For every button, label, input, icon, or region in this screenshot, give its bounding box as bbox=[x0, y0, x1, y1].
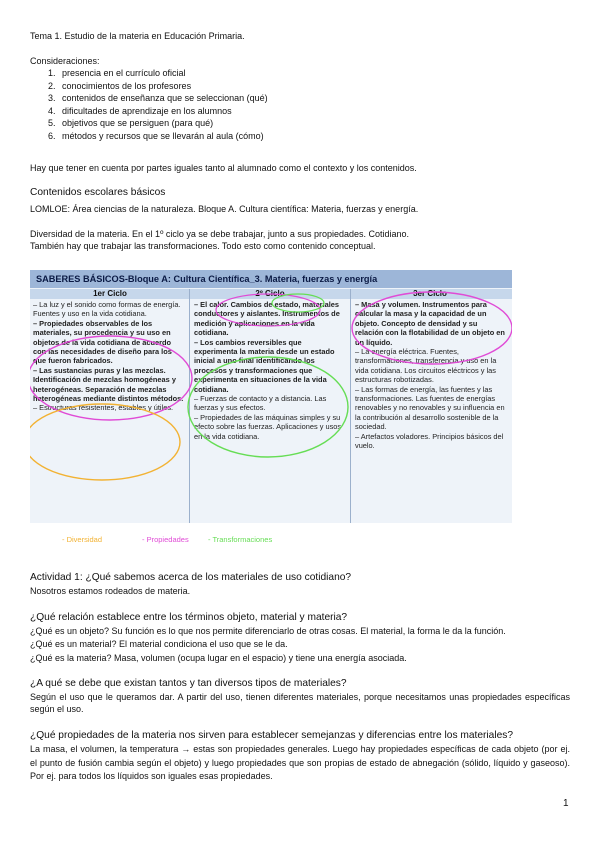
list-item: 1. presencia en el currículo oficial bbox=[58, 67, 268, 80]
propiedades-ellipse bbox=[30, 336, 192, 420]
answer-line: ¿Qué es un material? El material condiciona el uso que se le da. bbox=[30, 639, 288, 649]
legend-propiedades bbox=[142, 535, 189, 544]
transformations-line: También hay que trabajar las transformaciones. Todo esto como contenido conceptual. bbox=[30, 241, 376, 251]
legend-diversidad bbox=[62, 535, 102, 544]
page-title: Tema 1. Estudio de la materia en Educación Primaria. bbox=[30, 31, 245, 41]
question-1: ¿Qué relación establece entre los términos objeto, material y materia? bbox=[30, 612, 348, 623]
cell-text: – Fuerzas de contacto y a distancia. Las fuerzas y sus efectos. bbox=[194, 394, 327, 413]
lomloe-line: LOMLOE: Área ciencias de la naturaleza. Bloque A. Cultura científica: Materia, fuerzas y energía. bbox=[30, 204, 419, 214]
activity-subtitle: Nosotros estamos rodeados de materia. bbox=[30, 586, 191, 596]
cell-text: – La energía eléctrica. Fuentes, transformaciones, transferencia y uso en la vida cotidiana. Los circuitos eléctricos y las estructuras robotizadas. bbox=[355, 347, 497, 385]
contents-heading: Contenidos escolares básicos bbox=[30, 187, 166, 198]
cell-text: – Propiedades observables de los materiales, su procedencia y su uso en objetos de la vida cotidiana de acuerdo con las necesidades de diseño para los que fueron fabricados. bbox=[33, 318, 172, 366]
page-number: 1 bbox=[563, 798, 569, 809]
col-3-header: 3er Ciclo bbox=[413, 289, 447, 298]
cell-text: – Propiedades de las máquinas simples y su efecto sobre las fuerzas. Aplicaciones y usos en la vida cotidiana. bbox=[194, 412, 342, 441]
propiedades-ellipse bbox=[352, 292, 512, 364]
answer-line: ¿Qué es un objeto? Su función es lo que nos permite diferenciarlo de otras cosas. El material, la forma le da la función. bbox=[30, 626, 506, 636]
answer-paragraph: Según el uso que le queramos dar. A partir del uso, tienen diferentes materiales, porque necesitamos unas propiedades específicas según el uso. bbox=[30, 692, 570, 714]
propiedades-ellipse bbox=[216, 294, 320, 326]
legend-label: Transformaciones bbox=[212, 535, 273, 544]
list-item: 4. dificultades de aprendizaje en los alumnos bbox=[58, 105, 268, 118]
cell-text: – Artefactos voladores. Principios básicos del vuelo. bbox=[355, 431, 504, 451]
saberes-table-image bbox=[30, 270, 512, 523]
list-item: 2. conocimientos de los profesores bbox=[58, 80, 268, 93]
cell-text: – Los cambios reversibles que experimenta la materia desde un estado inicial a uno final identificando los procesos y transformaciones que experimenta en situaciones de la vida cotidiana. bbox=[194, 337, 335, 394]
cell-text: – Las sustancias puras y las mezclas. Identificación de mezclas homogéneas y heterogéneas. Separación de mezclas heterogéneas mediante distintos métodos. bbox=[33, 365, 184, 404]
cell-text: – Las formas de energía, las fuentes y las transformaciones. Las fuentes de energías renovables y no renovables y su influencia en la contribución al desarrollo sostenible de la sociedad. bbox=[355, 384, 505, 432]
list-item: 5. objetivos que se persiguen (para qué) bbox=[58, 117, 268, 130]
answer-line: ¿Qué es la materia? Masa, volumen (ocupa lugar en el espacio) y tiene una energía asociada. bbox=[30, 653, 407, 663]
considerations-heading: Consideraciones: bbox=[30, 56, 100, 66]
question-2: ¿A qué se debe que existan tantos y tan diversos tipos de materiales? bbox=[30, 678, 347, 689]
cell-text: – Estructuras resistentes, estables y útiles. bbox=[33, 403, 174, 413]
col-2-header: 2º Ciclo bbox=[255, 289, 285, 298]
legend-bullet: - bbox=[208, 535, 213, 544]
table-header: SABERES BÁSICOS-Bloque A: Cultura Científica_3. Materia, fuerzas y energía bbox=[30, 270, 512, 288]
legend-transformaciones bbox=[208, 535, 272, 544]
answer-paragraph: La masa, el volumen, la temperatura → estas son propiedades generales. Luego hay propiedades específicas de cada objeto (por ej. el punto de fusión cambia según el objeto) y luego propiedades que son propias de estado de abnegación (sólido, líquido y gaseoso). Por ej. para todos los líquidos son iguales esas propiedades. bbox=[30, 744, 570, 781]
diversity-line: Diversidad de la materia. En el 1º ciclo ya se debe trabajar, junto a sus propiedades. Cotidiano. bbox=[30, 229, 410, 239]
cell-text: – Masa y volumen. Instrumentos para calcular la masa y la capacidad de un objeto. Concepto de densidad y su relación con la flotabilidad de un objeto en un líquido. bbox=[355, 300, 505, 347]
col-1-header: 1er Ciclo bbox=[93, 289, 127, 298]
list-item: 6. métodos y recursos que se llevarán al aula (cómo) bbox=[58, 130, 268, 143]
balance-note: Hay que tener en cuenta por partes iguales tanto al alumnado como el contexto y los contenidos. bbox=[30, 163, 417, 173]
activity-heading: Actividad 1: ¿Qué sabemos acerca de los materiales de uso cotidiano? bbox=[30, 572, 352, 583]
question-3: ¿Qué propiedades de la materia nos sirven para establecer semejanzas y diferencias entre los materiales? bbox=[30, 730, 514, 741]
legend-bullet: - bbox=[62, 535, 67, 544]
diversidad-ellipse bbox=[30, 404, 180, 480]
list-item: 3. contenidos de enseñanza que se seleccionan (qué) bbox=[58, 92, 268, 105]
legend-label: Diversidad bbox=[66, 535, 103, 544]
legend-label: Propiedades bbox=[146, 535, 189, 544]
cell-text: – El calor. Cambios de estado, materiales conductores y aislantes. Instrumentos de medición y aplicaciones en la vida cotidiana. bbox=[194, 300, 340, 338]
cell-text: – La luz y el sonido como formas de energía. Fuentes y uso en la vida cotidiana. bbox=[33, 300, 181, 319]
highlight-annotations bbox=[30, 270, 512, 523]
legend-bullet: - bbox=[142, 535, 147, 544]
considerations-list bbox=[30, 67, 268, 143]
transformaciones-ellipse bbox=[188, 357, 348, 457]
